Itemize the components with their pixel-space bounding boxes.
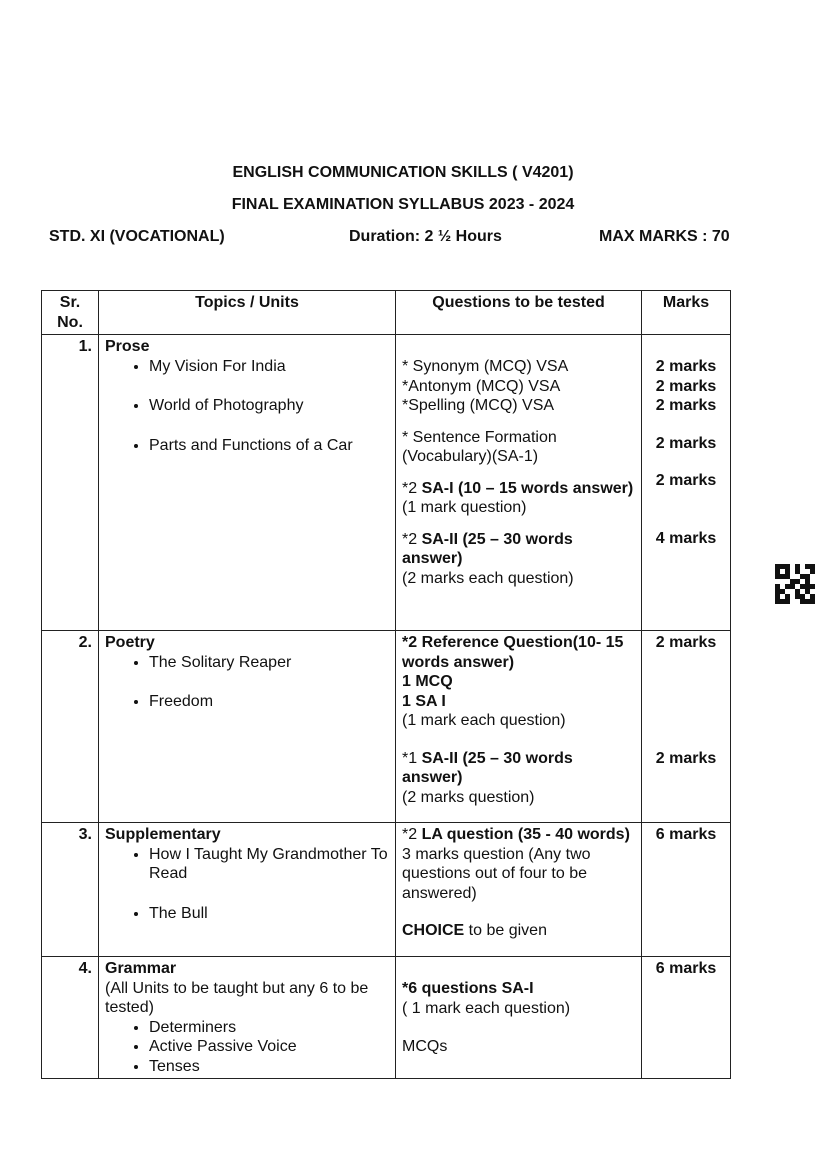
row-questions [396,335,642,631]
question-text: 1 SA I [402,692,446,710]
question-text: *2 LA question (35 - 40 words) [402,826,630,843]
header-sr-no: Sr. No. [42,291,99,335]
list-item: • Determiners [149,1018,389,1038]
question-text: * Sentence Formation (Vocabulary)(SA-1) [402,428,557,465]
header-marks: Marks [642,291,731,335]
list-item: • How I Taught My Grandmother To Read [149,845,389,884]
question-text: *Antonym (MCQ) VSA [402,377,561,395]
question-text: CHOICE to be given [402,922,547,939]
row-questions [396,631,642,823]
question-text: MCQs [402,1038,448,1055]
row-topics [99,957,396,1079]
question-note: (1 mark each question) [402,712,566,729]
topic-list [105,653,389,712]
list-item: • Tenses [149,1057,389,1077]
marks-value: 2 marks [655,472,717,489]
row-marks [642,335,731,631]
question-note: (1 mark question) [402,499,527,516]
list-item: • The Bull [149,904,389,924]
header-questions: Questions to be tested [396,291,642,335]
row-sr: 4. [42,957,99,1079]
unit-title: Poetry [105,634,155,651]
marks-value: 2 marks [655,358,717,375]
table-header-row [42,291,731,335]
syllabus-table [41,290,731,1079]
max-marks-label: MAX MARKS : 70 [599,228,730,245]
document-title: ENGLISH COMMUNICATION SKILLS ( V4201) [232,164,574,181]
row-marks [642,631,731,823]
question-text: *6 questions SA-I [402,980,534,997]
marks-value: 2 marks [655,377,717,395]
list-item: • The Solitary Reaper [149,653,389,673]
question-note: ( 1 mark each question) [402,999,571,1017]
row-questions [396,823,642,957]
question-text: * Synonym (MCQ) VSA [402,358,569,375]
list-item: • Freedom [149,692,389,712]
duration-label: Duration: 2 ½ Hours [349,228,502,245]
marks-value: 2 marks [655,634,717,651]
qr-code-icon [775,564,815,604]
marks-value: 2 marks [655,397,717,414]
table-row [42,335,731,631]
marks-value: 4 marks [655,529,717,547]
table-row [42,631,731,823]
topic-list [105,357,389,456]
question-note: 3 marks question (Any two questions out of four to be answered) [402,845,591,902]
list-item: • Active Passive Voice [149,1037,389,1057]
unit-title: Prose [105,338,150,355]
row-topics [99,823,396,957]
topic-list [105,1018,389,1077]
question-text: *Spelling (MCQ) VSA [402,397,555,414]
marks-value: 2 marks [655,434,717,452]
unit-title: Supplementary [105,826,221,843]
row-sr: 1. [42,335,99,631]
list-item: • Parts and Functions of a Car [149,436,389,456]
row-sr: 3. [42,823,99,957]
question-text: *1 SA-II (25 – 30 words answer) [402,749,573,786]
topic-list [105,845,389,924]
list-item: • My Vision For India [149,357,389,377]
row-marks [642,957,731,1079]
standard-label: STD. XI (VOCATIONAL) [49,228,225,245]
document-subtitle: FINAL EXAMINATION SYLLABUS 2023 - 2024 [231,196,575,213]
marks-value: 6 marks [655,960,717,977]
row-questions [396,957,642,1079]
question-note: (2 marks each question) [402,569,574,587]
marks-value: 2 marks [655,749,717,767]
unit-title: Grammar [105,960,177,977]
question-text: *2 Reference Question(10- 15 words answer) [402,634,624,671]
marks-value: 6 marks [655,826,717,843]
table-row [42,957,731,1079]
row-marks [642,823,731,957]
header-topics: Topics / Units [99,291,396,335]
question-note: (2 marks question) [402,788,535,806]
row-topics [99,335,396,631]
question-text: *2 SA-I (10 – 15 words answer) [402,479,634,497]
list-item: • World of Photography [149,396,389,416]
unit-note: (All Units to be taught but any 6 to be tested) [105,979,369,1016]
question-text: 1 MCQ [402,673,453,690]
question-text: *2 SA-II (25 – 30 words answer) [402,530,573,567]
row-sr: 2. [42,631,99,823]
row-topics [99,631,396,823]
table-row [42,823,731,957]
